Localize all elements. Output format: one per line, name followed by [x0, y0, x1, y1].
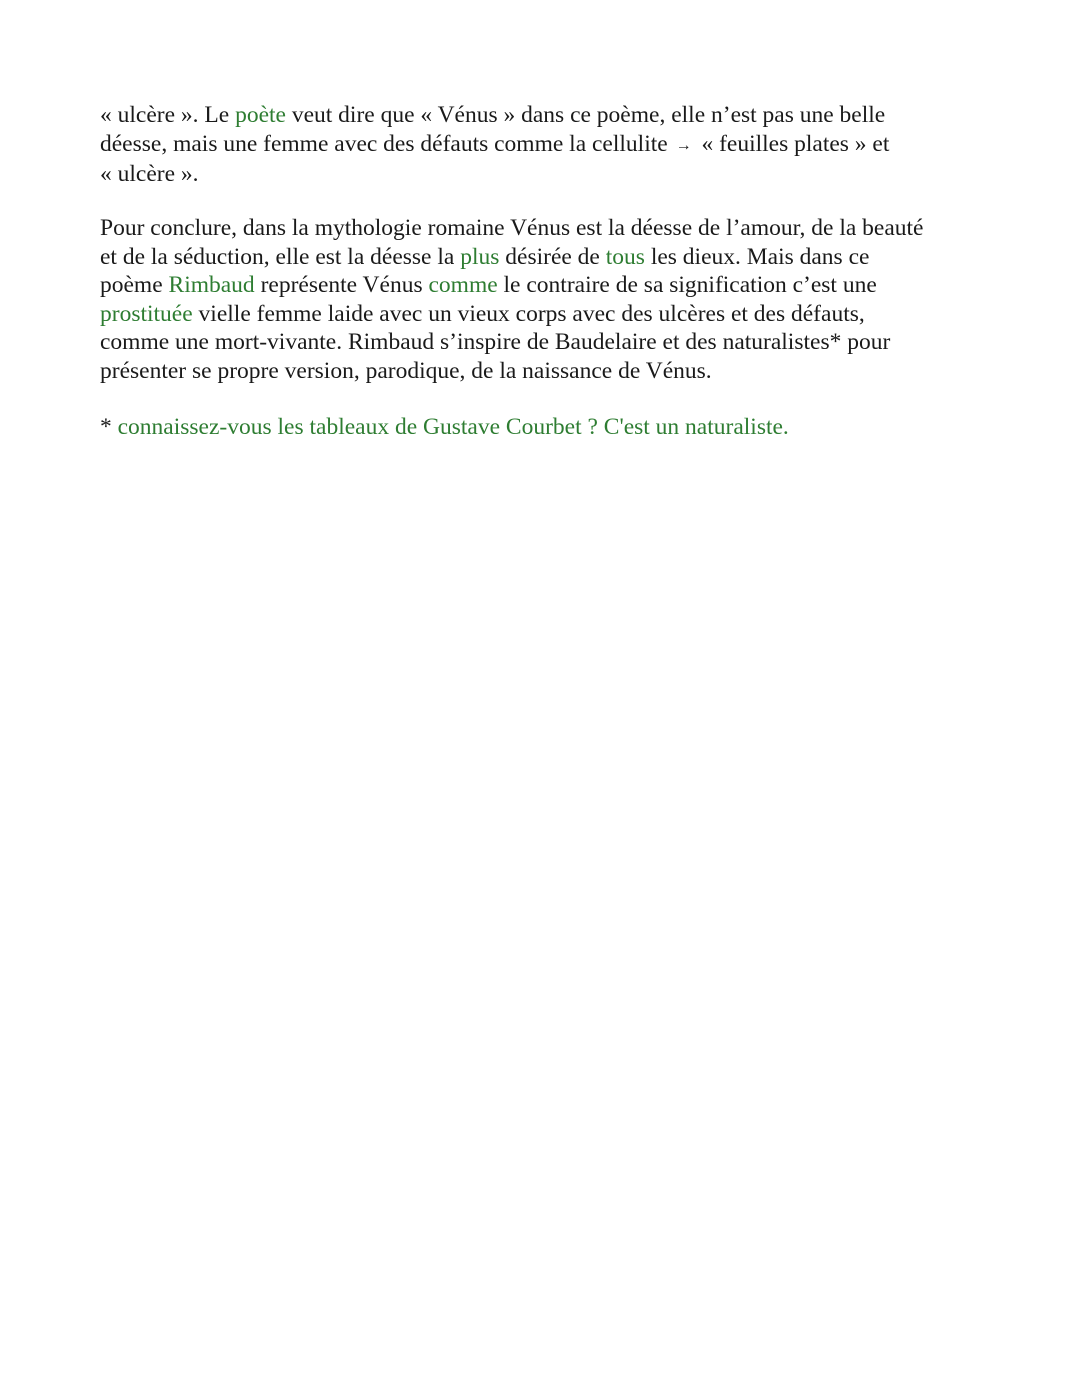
right-arrow-icon: → [675, 136, 692, 154]
text-line: comme une mort-vivante. Rimbaud s’inspire de Baudelaire et des naturalistes* pour [100, 329, 891, 355]
text-line [100, 101, 980, 130]
text-line [100, 243, 980, 272]
text-run: déesse, mais une femme avec des défauts comme la cellulite [100, 130, 674, 157]
text-line: Pour conclure, dans la mythologie romaine Vénus est la déesse de l’amour, de la beauté [100, 215, 924, 241]
text-line [100, 271, 980, 300]
text-run: vielle femme laide avec un vieux corps avec des ulcères et des défauts, [192, 300, 865, 327]
text-line [100, 413, 980, 442]
footnote-text: connaissez-vous les tableaux de Gustave Courbet ? C'est un naturaliste. [117, 414, 789, 440]
footnote-marker: * [100, 414, 118, 440]
annotated-word: Rimbaud [168, 272, 255, 298]
text-run: « feuilles plates » et [695, 130, 890, 157]
text-run: les dieux. Mais dans ce [644, 243, 870, 270]
text-run: poème [100, 272, 169, 298]
annotated-word: plus [460, 243, 500, 270]
annotated-word: prostituée [100, 300, 193, 327]
paragraph-conclusion [100, 214, 980, 385]
text-run: désirée de [499, 243, 606, 270]
annotated-word: poète [235, 102, 286, 128]
text-run: « ulcère ». Le [100, 102, 236, 128]
text-line [100, 130, 980, 161]
annotated-word: comme [428, 272, 498, 298]
text-run: le contraire de sa signification c’est une [497, 272, 877, 298]
text-run: représente Vénus [254, 272, 429, 298]
annotated-word: tous [605, 243, 645, 270]
text-line [100, 300, 980, 329]
footnote [100, 413, 980, 442]
text-line: « ulcère ». [100, 161, 199, 187]
paragraph-ulcere [100, 101, 980, 189]
text-run: et de la séduction, elle est la déesse la [100, 243, 461, 270]
text-run: veut dire que « Vénus » dans ce poème, elle n’est pas une belle [285, 102, 886, 128]
text-line: présenter se propre version, parodique, de la naissance de Vénus. [100, 357, 712, 384]
